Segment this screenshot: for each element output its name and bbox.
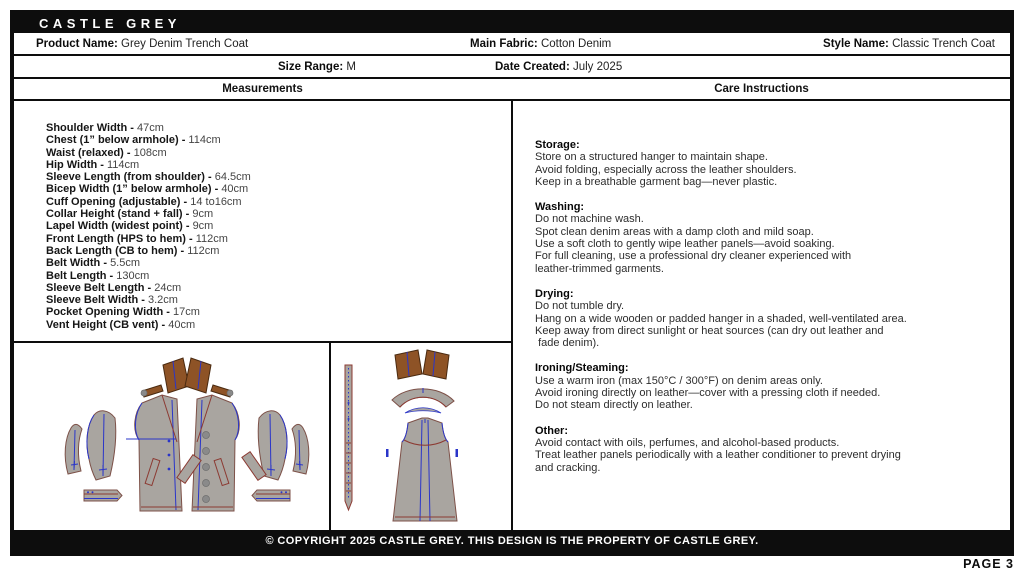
measurement-row xyxy=(46,282,511,294)
measurement-row xyxy=(46,245,511,257)
front-pieces-left-group xyxy=(65,358,189,511)
measurement-value: 112cm xyxy=(187,244,220,257)
care-instructions-column xyxy=(513,101,1010,530)
measurement-label: Shoulder Width xyxy=(46,122,128,134)
back-yoke-pieces xyxy=(395,350,449,379)
care-line: Treat leather panels periodically with a leather conditioner to prevent drying xyxy=(535,449,901,462)
measurement-row xyxy=(46,257,511,269)
measurement-separator: - xyxy=(204,171,215,184)
measurement-separator: - xyxy=(123,146,134,159)
style-name-value: Classic Trench Coat xyxy=(892,37,995,50)
care-section-body xyxy=(535,375,1000,412)
measurement-value: 114cm xyxy=(188,134,221,147)
measurement-value: 9cm xyxy=(192,220,214,233)
care-section-heading: Washing: xyxy=(535,201,585,214)
pattern-drawings-row xyxy=(14,343,511,530)
care-line: Use a soft cloth to gently wipe leather panels—avoid soaking. xyxy=(535,238,835,251)
main-fabric-label: Main Fabric: xyxy=(470,37,538,50)
care-line: Keep in a breathable garment bag—never plastic. xyxy=(535,175,778,188)
measurements-list xyxy=(14,101,511,343)
measurement-row xyxy=(46,306,511,318)
measurement-row xyxy=(46,183,511,195)
info-row-primary xyxy=(14,33,1010,56)
care-line: Use a warm iron (max 150°C / 300°F) on denim areas only. xyxy=(535,374,823,387)
main-fabric-value: Cotton Denim xyxy=(540,37,612,50)
date-created-value: July 2025 xyxy=(572,60,623,73)
spec-sheet-page xyxy=(10,10,1014,556)
care-section-heading: Ironing/Steaming: xyxy=(535,362,629,375)
product-name-field xyxy=(36,38,248,50)
measurement-value: 3.2cm xyxy=(147,294,178,307)
style-name-field xyxy=(823,38,995,50)
care-section-body xyxy=(535,151,1000,188)
measurement-separator: - xyxy=(138,294,148,307)
care-section xyxy=(535,362,1000,411)
care-section xyxy=(535,201,1000,275)
measurement-row xyxy=(46,208,511,220)
measurement-value: 40cm xyxy=(168,318,196,331)
measurement-row xyxy=(46,171,511,183)
measurement-separator: - xyxy=(163,306,174,319)
measurement-separator: - xyxy=(182,208,193,221)
measurement-label: Waist (relaxed) xyxy=(46,146,124,159)
measurement-value: 9cm xyxy=(192,208,214,221)
care-section xyxy=(535,139,1000,188)
care-line: For full cleaning, use a professional dry cleaner experienced with xyxy=(535,250,852,263)
measurement-value: 40cm xyxy=(221,183,249,196)
measurement-value: 108cm xyxy=(133,146,167,159)
care-line: and cracking. xyxy=(535,461,601,474)
content-area xyxy=(14,101,1010,530)
date-created-label: Date Created: xyxy=(495,60,570,73)
care-section xyxy=(535,288,1000,349)
care-line: Avoid contact with oils, perfumes, and alcohol-based products. xyxy=(535,436,840,449)
measurement-label: Sleeve Belt Length xyxy=(46,281,145,294)
info-row-secondary xyxy=(14,56,1010,79)
measurement-separator: - xyxy=(177,244,188,257)
measurement-row xyxy=(46,294,511,306)
measurement-row xyxy=(46,134,511,146)
belt-piece xyxy=(345,365,352,510)
copyright-text: © COPYRIGHT 2025 CASTLE GREY. THIS DESIGN IS THE PROPERTY OF CASTLE GREY. xyxy=(265,535,759,547)
measurement-label: Pocket Opening Width xyxy=(46,306,164,319)
front-pattern-drawing xyxy=(14,343,329,526)
brand-title-bar xyxy=(14,14,1010,33)
measurement-label: Hip Width xyxy=(46,158,98,171)
care-section-heading: Drying: xyxy=(535,287,574,300)
measurement-value: 112cm xyxy=(195,232,228,245)
section-header-row xyxy=(14,79,1010,101)
measurement-value: 114cm xyxy=(107,158,140,171)
measurement-value: 24cm xyxy=(154,281,182,294)
care-section-heading: Storage: xyxy=(535,139,580,151)
care-line: Keep away from direct sunlight or heat sources (can dry out leather and xyxy=(535,324,884,337)
measurement-separator: - xyxy=(144,281,155,294)
measurement-value: 14 to16cm xyxy=(190,195,242,208)
size-range-field xyxy=(278,61,356,73)
measurement-label: Lapel Width (widest point) xyxy=(46,220,183,233)
care-line: Spot clean denim areas with a damp cloth and mild soap. xyxy=(535,225,814,238)
back-panel-piece xyxy=(386,418,458,521)
care-line: Do not steam directly on leather. xyxy=(535,399,693,412)
care-section-body xyxy=(535,213,1000,274)
care-line: Store on a structured hanger to maintain shape. xyxy=(535,151,768,164)
measurement-value: 47cm xyxy=(136,122,164,134)
care-section-heading: Other: xyxy=(535,424,568,437)
measurement-separator: - xyxy=(106,269,117,282)
measurement-separator: - xyxy=(178,134,189,147)
measurement-separator: - xyxy=(100,257,111,270)
measurement-row xyxy=(46,196,511,208)
size-range-value: M xyxy=(346,60,356,73)
measurement-value: 130cm xyxy=(116,269,150,282)
care-line: Avoid folding, especially across the leather shoulders. xyxy=(535,163,797,176)
measurement-label: Belt Length xyxy=(46,269,107,282)
measurement-row xyxy=(46,233,511,245)
measurement-separator: - xyxy=(127,122,137,134)
care-line: fade denim). xyxy=(535,337,600,350)
care-line: Hang on a wide wooden or padded hanger in a shaded, well-ventilated area. xyxy=(535,312,907,325)
measurement-label: Sleeve Length (from shoulder) xyxy=(46,171,205,184)
measurement-separator: - xyxy=(211,183,222,196)
care-section-body xyxy=(535,437,1000,474)
measurement-label: Back Length (CB to hem) xyxy=(46,244,178,257)
measurement-separator: - xyxy=(185,232,196,245)
measurement-separator: - xyxy=(180,195,191,208)
measurement-label: Sleeve Belt Width xyxy=(46,294,139,307)
measurement-label: Vent Height (CB vent) xyxy=(46,318,159,331)
measurement-row xyxy=(46,147,511,159)
back-pattern-drawing xyxy=(331,343,511,526)
care-line: Avoid ironing directly on leather—cover with a pressing cloth if needed. xyxy=(535,387,881,400)
care-line: Do not tumble dry. xyxy=(535,300,625,313)
measurement-separator: - xyxy=(97,158,107,171)
measurement-label: Cuff Opening (adjustable) xyxy=(46,195,181,208)
measurement-separator: - xyxy=(158,318,169,331)
measurement-value: 5.5cm xyxy=(110,257,141,270)
measurement-row xyxy=(46,159,511,171)
main-fabric-field xyxy=(470,38,611,50)
style-name-label: Style Name: xyxy=(823,37,889,50)
care-section-body xyxy=(535,300,1000,349)
measurement-separator: - xyxy=(182,220,193,233)
measurement-row xyxy=(46,270,511,282)
product-name-label: Product Name: xyxy=(36,37,118,50)
measurements-column xyxy=(14,101,513,530)
page-number: PAGE 3 xyxy=(963,557,1014,571)
measurement-row xyxy=(46,220,511,232)
measurement-value: 17cm xyxy=(173,306,200,319)
back-pattern-cell xyxy=(331,343,511,530)
brand-name: CASTLE GREY xyxy=(39,16,181,31)
size-range-label: Size Range: xyxy=(278,60,344,73)
care-section xyxy=(535,425,1000,474)
measurements-section-title: Measurements xyxy=(222,83,303,95)
care-section-title: Care Instructions xyxy=(714,83,809,95)
care-line: leather-trimmed garments. xyxy=(535,262,664,275)
measurement-label: Collar Height (stand + fall) xyxy=(46,208,183,221)
measurement-row xyxy=(46,122,511,134)
measurement-label: Chest (1” below armhole) xyxy=(46,134,179,147)
care-line: Do not machine wash. xyxy=(535,213,644,226)
measurement-label: Belt Width xyxy=(46,257,101,270)
measurement-label: Front Length (HPS to hem) xyxy=(46,232,186,245)
front-pattern-cell xyxy=(14,343,331,530)
measurement-label: Bicep Width (1” below armhole) xyxy=(46,183,212,196)
measurement-row xyxy=(46,319,511,331)
copyright-bar xyxy=(14,530,1010,552)
date-created-field xyxy=(495,61,622,73)
collar-pieces xyxy=(392,388,454,413)
measurement-value: 64.5cm xyxy=(214,171,251,184)
product-name-value: Grey Denim Trench Coat xyxy=(121,37,249,50)
